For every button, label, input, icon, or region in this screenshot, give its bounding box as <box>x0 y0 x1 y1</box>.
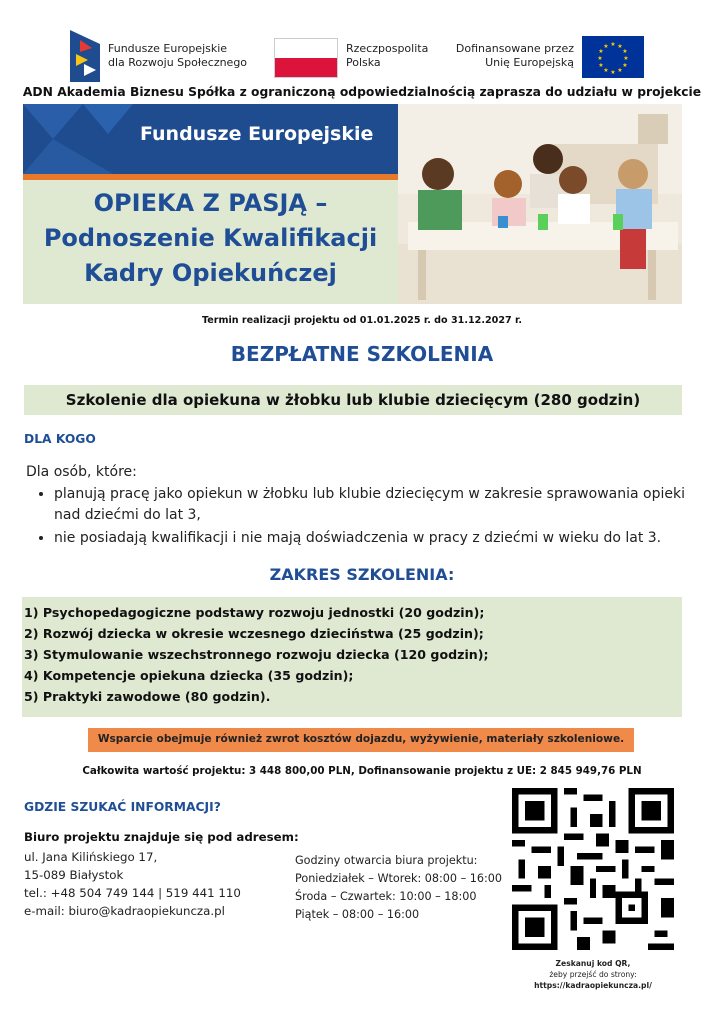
office-heading: Biuro projektu znajduje się pod adresem: <box>24 830 299 844</box>
poland-flag-icon <box>274 38 338 78</box>
svg-text:★: ★ <box>622 48 628 55</box>
course-title: Szkolenie dla opiekuna w żłobku lub klubie dziecięcym (280 godzin) <box>65 391 641 409</box>
children-classroom-photo <box>398 104 682 304</box>
eu-flag-icon <box>582 36 644 78</box>
svg-text:★: ★ <box>610 69 616 76</box>
qr-code-icon[interactable] <box>512 788 674 950</box>
website-link[interactable]: https://kadraopiekuncza.pl/ <box>534 981 652 990</box>
list-item: 5) Praktyki zawodowe (80 godzin). <box>24 689 271 704</box>
svg-text:★: ★ <box>622 62 628 69</box>
for-whom-intro: Dla osób, które: <box>26 464 137 480</box>
list-item: 4) Kompetencje opiekuna dziecka (35 godzin); <box>24 668 354 683</box>
for-whom-heading: DLA KOGO <box>24 432 96 446</box>
free-trainings-heading: BEZPŁATNE SZKOLENIA <box>230 342 494 366</box>
invitation-line: ADN Akademia Biznesu Spółka z ograniczoną odpowiedzialnością zaprasza do udziału w projekcie <box>22 85 702 99</box>
address-line: ul. Jana Kilińskiego 17, <box>24 850 158 864</box>
project-title: OPIEKA Z PASJĄ – Podnoszenie Kwalifikacji Kadry Opiekuńczej <box>43 189 378 287</box>
hours-line: Środa – Czwartek: 10:00 – 18:00 <box>295 890 477 903</box>
fe-logo-icon <box>70 30 100 82</box>
svg-text:★: ★ <box>598 62 604 69</box>
svg-text:★: ★ <box>617 43 623 50</box>
svg-text:★: ★ <box>598 48 604 55</box>
svg-text:★: ★ <box>617 67 623 74</box>
qr-caption: Zeskanuj kod QR, żeby przejść do strony: https://kadraopiekuncza.pl/ <box>512 958 674 991</box>
svg-text:★: ★ <box>623 55 629 62</box>
phone-numbers: tel.: +48 504 749 144 | 519 441 110 <box>24 886 241 900</box>
list-item: 2) Rozwój dziecka w okresie wczesnego dzieciństwa (25 godzin); <box>24 626 484 641</box>
star-pattern-icon <box>23 104 143 174</box>
list-item: 1) Psychopedagogiczne podstawy rozwoju jednostki (20 godzin); <box>24 605 485 620</box>
svg-text:★: ★ <box>610 41 616 48</box>
support-note: Wsparcie obejmuje również zwrot kosztów dojazdu, wyżywienie, materiały szkoleniowe. <box>97 733 625 745</box>
project-term: Termin realizacji projektu od 01.01.2025 r. do 31.12.2027 r. <box>201 315 523 326</box>
scope-heading: ZAKRES SZKOLENIA: <box>269 565 455 584</box>
scope-list <box>24 602 489 707</box>
eu-logo-text: Dofinansowane przez Unię Europejską <box>455 42 574 69</box>
office-hours <box>295 852 502 924</box>
office-contact <box>24 848 241 920</box>
svg-text:★: ★ <box>597 55 603 62</box>
svg-text:★: ★ <box>603 67 609 74</box>
list-item: • nie posiadają kwalifikacji i nie mają doświadczenia w pracy z dziećmi w wieku do lat 3. <box>54 528 714 549</box>
list-item: • planują pracę jako opiekun w żłobku lub klubie dziecięcym w zakresie sprawowania opieki nad dziećmi do lat 3, <box>54 484 714 526</box>
svg-text:★: ★ <box>603 43 609 50</box>
pl-logo-text: Rzeczpospolita Polska <box>346 42 429 69</box>
hours-line: Poniedziałek – Wtorek: 08:00 – 16:00 <box>295 872 502 885</box>
info-heading: GDZIE SZUKAĆ INFORMACJI? <box>24 800 221 814</box>
hours-line: Piątek – 08:00 – 16:00 <box>295 908 420 921</box>
address-line: 15-089 Białystok <box>24 868 124 882</box>
email-address: e-mail: biuro@kadraopiekuncza.pl <box>24 904 225 918</box>
fe-logo-text: Fundusze Europejskie dla Rozwoju Społecznego <box>108 42 248 69</box>
for-whom-list <box>34 484 714 551</box>
list-item: 3) Stymulowanie wszechstronnego rozwoju dziecka (120 godzin); <box>24 647 489 662</box>
hours-heading: Godziny otwarcia biura projektu: <box>295 854 478 867</box>
banner-fe-title: Fundusze Europejskie <box>140 123 374 145</box>
project-value: Całkowita wartość projektu: 3 448 800,00 PLN, Dofinansowanie projektu z UE: 2 845 949,76 PLN <box>82 765 642 777</box>
